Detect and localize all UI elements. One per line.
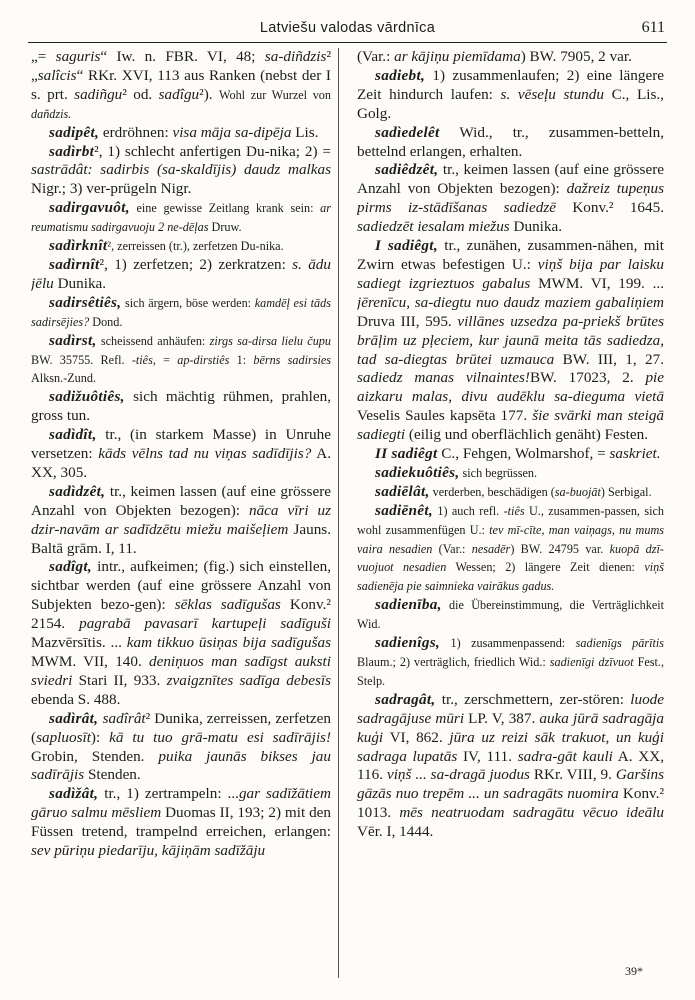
example-text: villānes uzsedza pa-priekš brūtes brāļim uz pļeciem, kur jaunā meita tās sadiedza, tad sa-diegtas brūtei uzmauca	[357, 312, 664, 368]
headword: sadìrnît	[49, 255, 100, 273]
dictionary-entry	[31, 483, 331, 559]
headword: sadirsêtiês,	[49, 293, 122, 311]
headword: sadienîgs,	[375, 634, 441, 652]
definition-text: tr., keimen lassen (auf eine grössere Anzahl von Objekten bezogen):	[357, 161, 664, 198]
definition-text: Mazvērsītis. ...	[31, 634, 127, 652]
definition-text: sich begrüssen.	[459, 465, 537, 480]
example-text: sadîgu	[158, 85, 200, 103]
example-text: zvaigznītes sadīga debesīs	[166, 671, 331, 689]
example-text: sev pūriņu piedarīju, kājiņām sadīžāju	[31, 842, 266, 860]
entry-continuation	[31, 48, 331, 124]
definition-text: ):	[90, 728, 110, 746]
example-text: tiês,	[135, 352, 156, 367]
definition-text: (Var.:	[357, 48, 395, 65]
definition-text: MWM. VII, 140.	[31, 653, 149, 670]
example-text: luode sadragājuse mūri	[357, 690, 664, 727]
left-column	[31, 48, 331, 978]
definition-text: ², 1) zerfetzen; 2) zerkratzen:	[99, 255, 293, 273]
headword: sadiebt,	[375, 66, 426, 84]
column-divider	[338, 48, 339, 978]
definition-text: Lis.	[291, 123, 319, 141]
dictionary-entry	[31, 237, 331, 256]
page-header	[28, 18, 667, 43]
definition-text: A. XX, 305.	[31, 445, 331, 481]
example-text: s. vēseļu stundu	[500, 85, 604, 103]
definition-text: ) BW. 24795 var.	[510, 541, 610, 556]
running-title: Latviešu valodas vārdnīca	[259, 20, 436, 36]
definition-text: Nigr.; 3) ver-prügeln Nigr.	[31, 180, 192, 198]
definition-text: Alksn.-Zund.	[31, 371, 96, 386]
definition-text: 1) zusammenlaufen; 2) eine längere Zeit hindurch laufen:	[357, 66, 664, 103]
headword: sadìedelêt	[375, 123, 440, 141]
definition-text: =	[155, 352, 178, 367]
example-text: nesadēr	[471, 541, 511, 556]
dictionary-entry	[31, 332, 331, 389]
dictionary-entry	[357, 67, 664, 124]
example-text: tev mī-cīte, man vaiņags, nu mums vaira nesadien	[357, 522, 664, 556]
example-text: saskriet.	[609, 445, 661, 463]
example-text: dažreiz tupeņus pirms iz-stādīšanas sadiedzē	[357, 180, 664, 217]
definition-text: ² Dunika, zerreissen, zerfetzen (	[31, 709, 331, 746]
definition-text: Dunika.	[53, 274, 107, 292]
definition-text: MWM. VI, 199. ...	[530, 274, 664, 292]
definition-text: VI, 862.	[383, 728, 450, 746]
example-text: s. ādu jēlu	[31, 255, 331, 292]
headword: sadìdzêt,	[49, 482, 106, 500]
dictionary-entry	[357, 464, 664, 483]
dictionary-entry	[31, 558, 331, 709]
definition-text: verderben, beschädigen (	[429, 484, 555, 499]
example-text: sadiedz manas vilnaintes!	[357, 369, 530, 387]
dictionary-entry	[357, 634, 664, 691]
dictionary-entry	[31, 426, 331, 483]
dictionary-entry	[357, 445, 664, 464]
definition-text: eine gewisse Zeitlang krank sein:	[129, 201, 321, 216]
example-text: sadienīgs pārītis	[575, 636, 664, 651]
dictionary-entry	[357, 691, 664, 842]
definition-text: ² od.	[122, 85, 159, 103]
definition-text: C., Lis., Golg.	[357, 85, 664, 122]
headword: sadìrbt	[49, 142, 95, 160]
entry-continuation	[357, 48, 664, 67]
headword: sadiêdzêt,	[375, 161, 439, 179]
right-column	[357, 48, 664, 978]
example-text: nāca vīri uz dzir-navām ar sadīdzētu miežu maišeļiem	[31, 501, 331, 538]
definition-text: 1) zusammenpassend:	[440, 636, 576, 651]
definition-text: 1) auch refl. -	[432, 503, 508, 518]
example-text: sadra-gāt kauli	[517, 747, 613, 765]
example-text: ar reumatismu sadirgavuoju 2 ne-dēļas	[31, 201, 331, 235]
example-text: viņš sadienēja pie saimnieka vairākus gadus.	[357, 560, 664, 594]
example-text: kuopā dzī-vuojuot nesadien	[357, 541, 664, 575]
definition-text: tr., zunähen, zusammen-nähen, mit Zwirn etwas befestigen U.:	[357, 237, 664, 273]
definition-text: Blaum.; 2) verträglich, friedlich Wid.:	[357, 655, 550, 669]
definition-text: BW. 17023, 2.	[529, 369, 646, 387]
definition-text: ) Serbigal.	[600, 484, 652, 499]
definition-text: U., zusammen-passen, sich wohl zusammenfügen U.:	[357, 503, 664, 537]
definition-text: Dunika.	[509, 218, 563, 236]
example-text: kāds vēlns tad nu viņas sadīdījis?	[98, 445, 312, 463]
example-text: mēs neatruodam sadragātu vēcuo ideālu	[399, 804, 664, 822]
definition-text: die Übereinstimmung, die Verträglichkeit Wid.	[357, 598, 664, 632]
example-text: kamdēļ esi tāds sadirsējies?	[31, 295, 331, 329]
definition-text: tr., 1) zertrampeln: ...	[98, 785, 239, 803]
definition-text: Wessen; 2) längere Zeit dienen:	[446, 560, 645, 575]
example-text: saguris	[55, 48, 101, 65]
example-text: viņš bija par laisku sadiegt izgrieztuos gabalus	[357, 255, 664, 292]
dictionary-entry	[31, 294, 331, 332]
headword: II sadiêgt	[375, 445, 438, 463]
definition-text: scheissend anhäufen:	[96, 333, 210, 348]
definition-text: 1:	[229, 352, 254, 367]
dictionary-entry	[357, 124, 664, 162]
definition-text: Jauns. Baltā grām. I, 11.	[31, 520, 331, 557]
headword: sadižuôtiês,	[49, 388, 125, 406]
example-text: kā tu tuo grā-matu esi sadīrājis!	[109, 728, 331, 746]
example-text: tiês	[507, 503, 525, 518]
definition-text: Duomas II, 193; 2) mit den Füssen tretend, trampelnd erreichen, erlangen:	[31, 804, 331, 841]
example-text: šie svārki man steigā sadiegti	[357, 407, 664, 444]
headword: sadipêt,	[49, 123, 100, 141]
example-text: sadienīgi dzīvuot	[549, 655, 634, 669]
definition-text: (eilig und oberflächlich genäht) Festen.	[405, 426, 649, 444]
definition-text: Druw.	[208, 220, 242, 235]
example-text: pie aizkaru malas, divu audēklu sa-dieguma vietā	[357, 369, 664, 406]
headword: sadiēlât,	[375, 482, 430, 500]
definition-text: ² „	[31, 48, 331, 84]
definition-text: sich ärgern, böse werden:	[121, 295, 255, 310]
definition-text: „=	[31, 48, 56, 65]
definition-text: ²).	[199, 85, 219, 103]
definition-text: tr., (in starkem Masse) in Unruhe versetzen:	[31, 426, 331, 463]
example-text: sa-diñdzis	[264, 48, 327, 65]
example-text: auka jūrā sadragāja kuģi	[357, 709, 664, 746]
definition-text: Veselis Saules kapsēta 177.	[357, 407, 533, 425]
headword: sadirgavuôt,	[49, 199, 130, 217]
definition-text: Konv.² 1645.	[555, 199, 664, 217]
dictionary-entry	[31, 388, 331, 426]
dictionary-entry	[357, 161, 664, 237]
definition-text: Konv.² 2154.	[31, 596, 331, 633]
example-text: jērenīcu, sa-diegtu nuo daudz maziem gabaliņiem	[357, 293, 664, 311]
definition-text: “ Iw. n. FBR. VI, 48;	[100, 48, 265, 65]
example-text: kam tikkuo ūsiņas bija sadīgušas	[126, 634, 331, 652]
dictionary-entry	[357, 502, 664, 597]
definition-text: IV, 111.	[457, 747, 518, 765]
headword: sadìrât,	[49, 709, 103, 727]
definition-text: BW. III, 1, 27.	[554, 350, 664, 368]
headword: sadragât,	[375, 690, 436, 708]
definition-text: Vēr. I, 1444.	[357, 823, 434, 841]
example-text: visa māja sa-dipēja	[172, 123, 292, 141]
definition-text: intr., aufkeimen; (fig.) sich einstellen, sichtbar werden (auf eine grössere Anzahl von Subjekten bezo-gen):	[31, 558, 331, 614]
example-text: dañdzis.	[31, 106, 72, 121]
dictionary-entry	[31, 710, 331, 786]
headword: sadìrknît	[49, 237, 108, 255]
dictionary-entry	[31, 124, 331, 143]
definition-text: tr., keimen lassen (auf eine grössere Anzahl von Objekten bezogen):	[31, 482, 331, 519]
example-text: gar sadīžātiem gāruo salmu mēsliem	[31, 785, 331, 822]
example-text: viņš ... sa-dragā juodus	[386, 766, 530, 784]
dictionary-entry	[31, 785, 331, 861]
example-text: deniņuos man sadīgst auksti sviedri	[31, 653, 331, 689]
example-text: pagrabā pavasarī kartupeļi sadīguši	[79, 615, 331, 633]
definition-text: Druva III, 595.	[357, 312, 458, 330]
definition-text: Grobin, Stenden.	[31, 747, 159, 765]
definition-text: tr., zerschmettern, zer-stören:	[435, 690, 631, 708]
example-text: sastrādât: sadirbis (sa-skaldījis) daudz malkas	[31, 161, 331, 179]
dictionary-entry	[357, 596, 664, 634]
example-text: sadiedzēt iesalam miežus	[357, 218, 510, 236]
dictionary-entry	[31, 256, 331, 294]
printer-signature: 39*	[625, 964, 643, 978]
definition-text: ) BW. 7905, 2 var.	[520, 48, 632, 65]
example-text: sa-buojāt	[554, 484, 601, 499]
definition-text: (Var.:	[432, 541, 472, 556]
definition-text: LP. V, 387.	[464, 709, 540, 727]
definition-text: erdröhnen:	[99, 123, 173, 141]
headword: sadienība,	[375, 596, 442, 614]
definition-text: “ RKr. XVI, 113 aus Ranken (nebst der I s. prt.	[31, 66, 331, 103]
definition-text: A. XX, 116.	[357, 747, 664, 784]
definition-text: ², zerreissen (tr.), zerfetzen Du-nika.	[107, 239, 284, 254]
example-text: sadîrât	[102, 709, 146, 727]
example-text: puika jaunās bikses jau sadīrājis	[31, 747, 331, 784]
definition-text: BW. 35755. Refl. -	[31, 352, 136, 367]
headword: sadiēnêt,	[375, 501, 433, 519]
headword: sadîgt,	[49, 558, 93, 576]
example-text: salîcis	[37, 66, 77, 84]
dictionary-entry	[357, 483, 664, 502]
definition-text: Konv.² 1013.	[357, 785, 664, 822]
headword: sadìdît,	[49, 426, 97, 444]
example-text: jūra uz reizi sāk trakuot, un kuģi sadraga lupatās	[357, 728, 664, 765]
definition-text: RKr. VIII, 9.	[529, 766, 616, 784]
example-text: bērns sadirsies	[253, 352, 331, 367]
example-text: Garšins gāzās nuo trepēm ... un sadragāts nuomira	[357, 766, 664, 803]
definition-text: sich mächtig rühmen, prahlen, gross tun.	[31, 388, 331, 425]
dictionary-entry	[31, 199, 331, 237]
example-text: zirgs sa-dirsa lielu čupu	[209, 333, 331, 348]
example-text: ar kājiņu piemīdama	[394, 48, 521, 65]
definition-text: ebenda S. 488.	[31, 690, 121, 708]
definition-text: Dond.	[89, 314, 123, 329]
example-text: sadiñgu	[74, 85, 123, 103]
example-text: ap-dirstiês	[177, 352, 230, 367]
example-text: sēklas sadīgušas	[174, 596, 281, 614]
definition-text: Stenden.	[84, 766, 141, 784]
definition-text: Wohl zur Wurzel von	[218, 87, 331, 102]
page-number: 611	[641, 19, 665, 36]
headword: sadìžât,	[49, 785, 99, 803]
headword: sadìrst,	[49, 331, 97, 349]
definition-text: Wid., tr., zusammen-betteln, bettelnd erlangen, erhalten.	[357, 123, 664, 160]
definition-text: Stari II, 933.	[72, 671, 167, 689]
headword: I sadiêgt,	[375, 237, 438, 255]
dictionary-entry	[31, 143, 331, 200]
example-text: sapluosīt	[36, 728, 91, 746]
dictionary-entry	[357, 237, 664, 445]
definition-text: C., Fehgen, Wolmarshof, =	[437, 445, 610, 463]
definition-text: ², 1) schlecht anfertigen Du-nika; 2) =	[94, 142, 331, 160]
definition-text: Fest., Stelp.	[357, 655, 664, 688]
headword: sadiekuôtiês,	[375, 463, 460, 481]
